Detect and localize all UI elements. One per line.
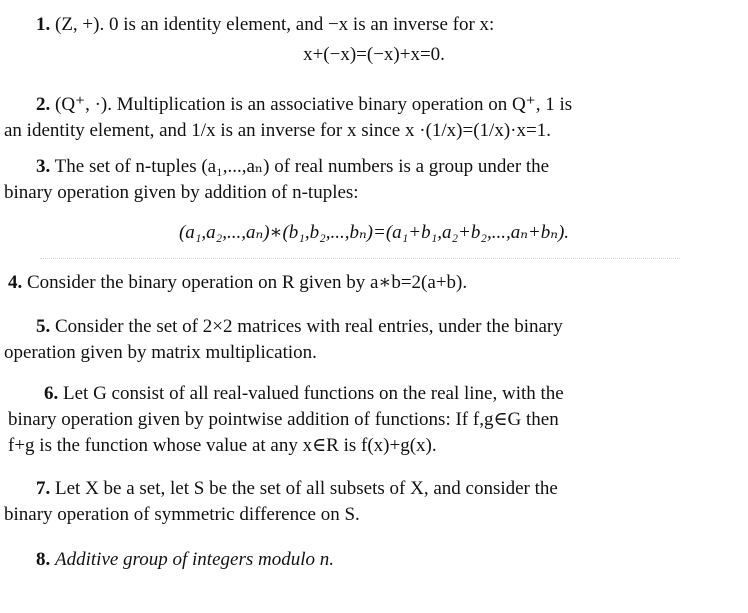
item-6-line-1 [44,381,564,406]
item-3-line-2: binary operation given by addition of n-tuples: [4,182,359,203]
item-8-line-1 [36,547,334,572]
item-4-text: Consider the binary operation on R given by a∗b=2(a+b). [27,272,468,293]
item-5-line-2: operation given by matrix multiplication. [4,342,317,363]
item-6-line-2: binary operation given by pointwise addition of functions: If f,g∈G then [8,409,559,430]
item-4-number: 4. [8,272,23,293]
item-1-equation: x+(−x)=(−x)+x=0. [303,44,445,65]
item-1-text: (Z, +). 0 is an identity element, and −x is an inverse for x: [55,14,495,35]
item-7-number: 7. [36,478,51,499]
item-2-line-1 [36,92,572,117]
item-2-number: 2. [36,94,51,115]
item-8-number: 8. [36,549,51,570]
item-5-text: Consider the set of 2×2 matrices with real entries, under the binary [55,316,563,337]
item-3-equation: (a₁,a₂,...,aₙ)∗(b₁,b₂,...,bₙ)=(a₁+b₁,a₂+b₂,...,aₙ+bₙ). [178,222,570,243]
item-2-text: (Q⁺, ·). Multiplication is an associative binary operation on Q⁺, 1 is [55,94,573,115]
item-6-number: 6. [44,383,59,404]
item-1-number: 1. [36,14,51,35]
item-3-text: The set of n-tuples (a₁,...,aₙ) of real numbers is a group under the [54,156,550,177]
item-5-number: 5. [36,316,51,337]
item-1-line-1 [36,12,494,37]
item-3-line-1 [36,154,549,179]
item-2-line-2: an identity element, and 1/x is an inverse for x since x ·(1/x)=(1/x)·x=1. [4,120,551,141]
item-8-text: Additive group of integers modulo n. [55,549,334,570]
item-7-text: Let X be a set, let S be the set of all subsets of X, and consider the [55,478,558,499]
item-6-text: Let G consist of all real-valued functions on the real line, with the [63,383,564,404]
item-6-line-3: f+g is the function whose value at any x∈R is f(x)+g(x). [8,435,437,456]
item-7-line-1 [36,476,558,501]
divider [40,258,680,259]
item-4-line-1 [8,270,467,295]
item-7-line-2: binary operation of symmetric difference on S. [4,504,360,525]
item-5-line-1 [36,314,563,339]
item-3-number: 3. [36,156,51,177]
